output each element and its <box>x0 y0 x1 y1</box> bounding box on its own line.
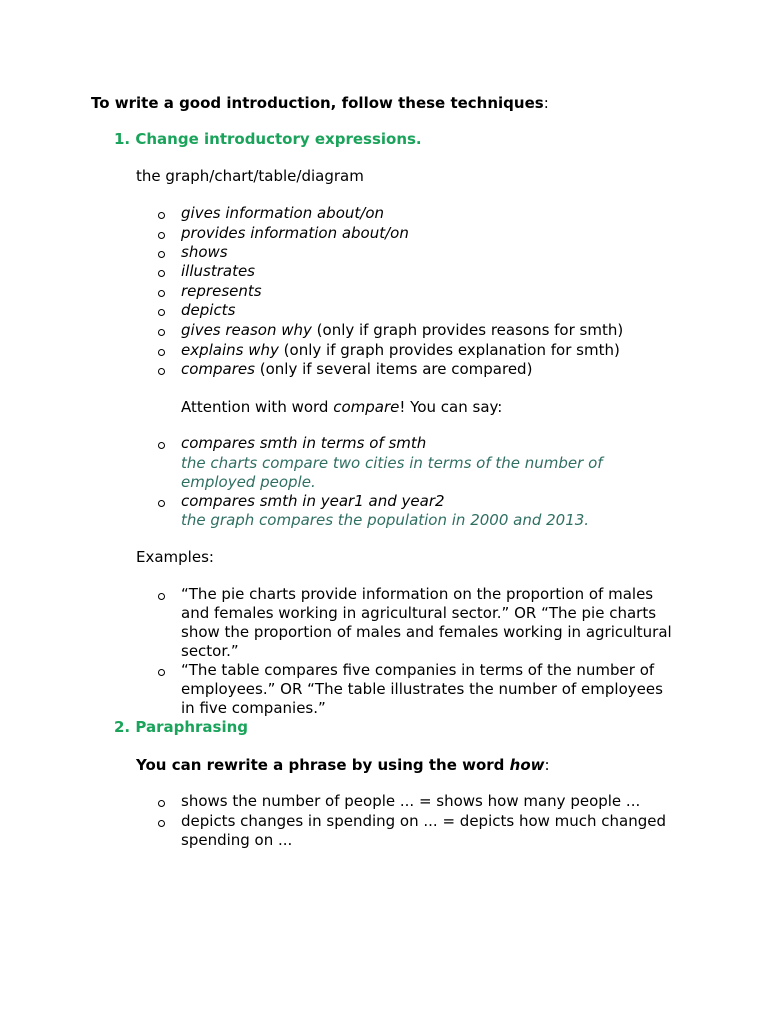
list-item: represents <box>181 282 262 300</box>
bullet-icon <box>158 232 165 239</box>
section-1-title: 1. Change introductory expressions. <box>114 130 422 148</box>
list-item: illustrates <box>181 262 255 280</box>
example-line: “The pie charts provide information on the proportion of males <box>181 585 654 603</box>
bullet-icon <box>158 500 165 507</box>
list-item: compares (only if several items are compared) <box>181 360 533 378</box>
bullet-icon <box>158 820 165 827</box>
bullet-icon <box>158 290 165 297</box>
bullet-icon <box>158 329 165 336</box>
example-sentence: the graph compares the population in 2000 and 2013. <box>181 511 590 529</box>
example-line: in five companies.” <box>181 699 326 717</box>
bullet-icon <box>158 442 165 449</box>
example-line: show the proportion of males and females working in agricultural <box>181 623 672 641</box>
bullet-icon <box>158 800 165 807</box>
list-item: explains why (only if graph provides explanation for smth) <box>181 341 620 359</box>
examples-label: Examples: <box>136 548 214 566</box>
list-item: shows the number of people ... = shows how many people ... <box>181 792 641 810</box>
list-item: compares smth in year1 and year2 <box>181 492 445 510</box>
section-2-title: 2. Paraphrasing <box>114 718 249 736</box>
bullet-icon <box>158 309 165 316</box>
example-sentence: the charts compare two cities in terms of the number of <box>181 454 603 472</box>
list-item: gives information about/on <box>181 204 384 222</box>
bullet-icon <box>158 349 165 356</box>
bullet-icon <box>158 593 165 600</box>
example-line: “The table compares five companies in terms of the number of <box>181 661 655 679</box>
list-item: spending on ... <box>181 831 293 849</box>
list-item: provides information about/on <box>181 224 409 242</box>
bullet-icon <box>158 251 165 258</box>
attention-note: Attention with word compare! You can say: <box>181 398 503 416</box>
example-line: employees.” OR “The table illustrates the number of employees <box>181 680 663 698</box>
page-heading: To write a good introduction, follow these techniques: <box>91 94 549 112</box>
example-sentence: employed people. <box>181 473 316 491</box>
list-item: gives reason why (only if graph provides reasons for smth) <box>181 321 624 339</box>
list-item: compares smth in terms of smth <box>181 434 427 452</box>
list-item: depicts <box>181 301 236 319</box>
bullet-icon <box>158 212 165 219</box>
paraphrasing-intro: You can rewrite a phrase by using the word how: <box>136 756 550 774</box>
bullet-icon <box>158 669 165 676</box>
list-item: depicts changes in spending on ... = depicts how much changed <box>181 812 667 830</box>
bullet-icon <box>158 270 165 277</box>
example-line: and females working in agricultural sector.” OR “The pie charts <box>181 604 657 622</box>
list-item: shows <box>181 243 228 261</box>
example-line: sector.” <box>181 642 239 660</box>
intro-line: the graph/chart/table/diagram <box>136 167 364 185</box>
bullet-icon <box>158 368 165 375</box>
